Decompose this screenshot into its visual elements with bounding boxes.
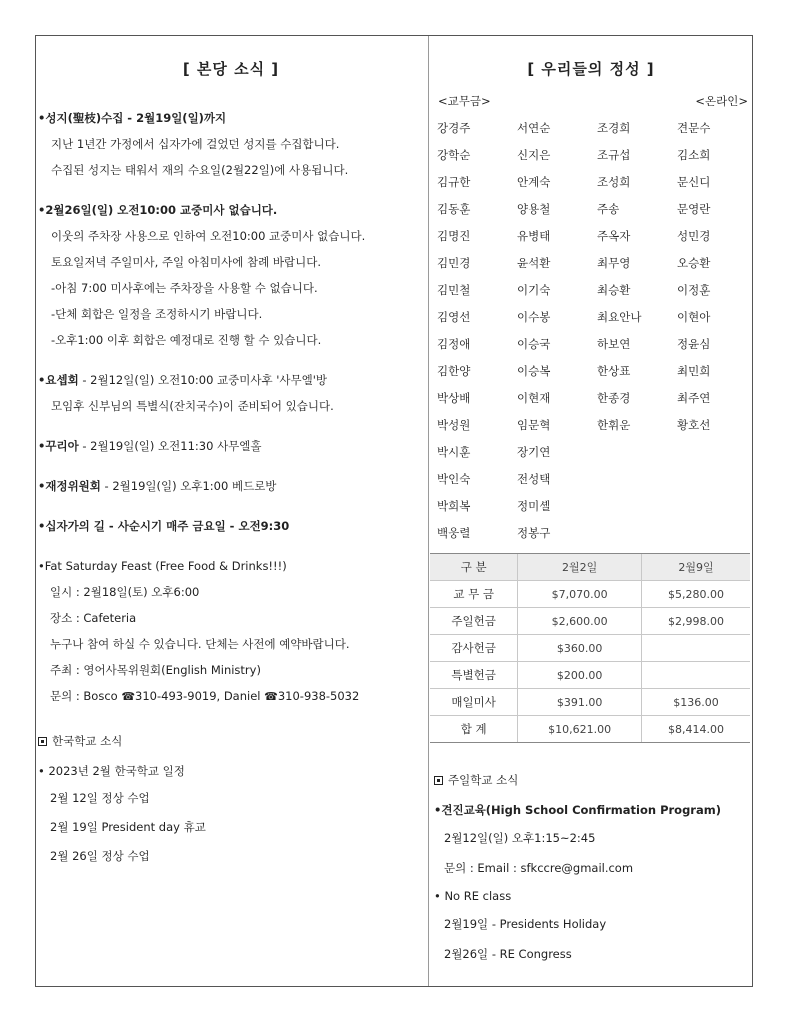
finance-amount: $7,070.00 [518, 581, 642, 608]
donor-labels [438, 93, 748, 109]
news-item-line: 이웃의 주차장 사용으로 인하여 오전10:00 교중미사 없습니다. [51, 229, 366, 243]
donor-name: 김동훈 [437, 202, 471, 216]
korean-school-section [38, 728, 424, 871]
donor-name: 박인숙 [437, 472, 471, 486]
donor-name: 한상표 [597, 364, 631, 378]
finance-table [430, 553, 750, 743]
finance-amount: $360.00 [518, 635, 642, 662]
donor-name: 박희복 [437, 499, 471, 513]
donor-name [597, 439, 677, 466]
donor-name: 양용철 [517, 202, 551, 216]
donor-name: 조경희 [597, 121, 631, 135]
sunday-school-line: 2월26일 - RE Congress [444, 947, 572, 961]
donor-name: 김민철 [437, 283, 471, 297]
news-item-heading: •2월26일(일) 오전10:00 교중미사 없습니다. [38, 203, 278, 217]
donor-name: 견문수 [677, 121, 711, 135]
news-item-line: -오후1:00 이후 회합은 예정대로 진행 할 수 있습니다. [51, 333, 322, 347]
donor-name: 박시훈 [437, 445, 471, 459]
news-item-line: 토요일저녁 주일미사, 주일 아침미사에 참례 바랍니다. [51, 255, 321, 269]
finance-label: 주일헌금 [430, 608, 518, 635]
news-item [38, 367, 424, 419]
finance-amount: $136.00 [641, 689, 750, 716]
offerings-column [432, 58, 750, 969]
donor-name: 전성택 [517, 472, 551, 486]
donor-name: 유병태 [517, 229, 551, 243]
news-item-heading: •꾸리아 - 2월19일(일) 오전11:30 사무엘홀 [38, 439, 262, 453]
donor-name: 최민희 [677, 364, 711, 378]
news-item [38, 513, 424, 539]
donor-name [677, 520, 753, 547]
feast-line: 주최 : 영어사목위원회(English Ministry) [50, 663, 261, 677]
news-item-heading: •성지(聖枝)수집 - 2월19일(일)까지 [38, 111, 227, 125]
donor-name: 하보연 [597, 337, 631, 351]
parish-news-title: [ 본당 소식 ] [182, 60, 280, 78]
sunday-school-line: 2월19일 - Presidents Holiday [444, 917, 607, 931]
sunday-school-title: 주일학교 소식 [434, 767, 750, 793]
donor-name: 이승복 [517, 364, 551, 378]
donor-name: 임문혁 [517, 418, 551, 432]
feast-heading: •Fat Saturday Feast (Free Food & Drinks!!!) [38, 559, 287, 573]
donor-name: 김정애 [437, 337, 471, 351]
donor-name: 이기숙 [517, 283, 551, 297]
news-item-line: 모임후 신부님의 특별식(잔치국수)이 준비되어 있습니다. [51, 399, 334, 413]
feast-line: 장소 : Cafeteria [50, 611, 137, 625]
korean-school-heading: • 2023년 2월 한국학교 일정 [38, 764, 185, 778]
finance-label: 감사헌금 [430, 635, 518, 662]
donor-name: 김명진 [437, 229, 471, 243]
schedule-line: 2월 19일 President day 휴교 [50, 820, 206, 834]
schedule-line: 2월 12일 정상 수업 [50, 791, 150, 805]
donor-name: 김소희 [677, 148, 711, 162]
finance-row [430, 608, 750, 635]
donor-name: 김한양 [437, 364, 471, 378]
donor-name: 장기연 [517, 445, 551, 459]
donor-name [677, 493, 753, 520]
news-item [38, 473, 424, 499]
donor-name: 오승환 [677, 256, 711, 270]
news-item-heading: •십자가의 길 - 사순시기 매주 금요일 - 오전9:30 [38, 519, 290, 533]
donor-name: 이현재 [517, 391, 551, 405]
news-item [38, 105, 424, 183]
finance-amount: $5,280.00 [641, 581, 750, 608]
finance-row [430, 716, 750, 743]
feast-section [38, 553, 424, 710]
donor-name: 윤석환 [517, 256, 551, 270]
donor-name: 백웅렬 [437, 526, 471, 540]
feast-contact: 문의 : Bosco ☎310-493-9019, Daniel ☎310-938-5032 [50, 689, 360, 703]
donor-name: 정윤심 [677, 337, 711, 351]
finance-row [430, 635, 750, 662]
donor-name [597, 493, 677, 520]
offerings-title: [ 우리들의 정성 ] [527, 60, 655, 78]
news-item-line: 지난 1년간 가정에서 십자가에 걸었던 성지를 수집합니다. [51, 137, 340, 151]
finance-row [430, 581, 750, 608]
donor-grid [432, 115, 750, 547]
donor-name: 정봉구 [517, 526, 551, 540]
donor-name: 이현아 [677, 310, 711, 324]
donor-name: 이승국 [517, 337, 551, 351]
sunday-school-line: 문의 : Email : sfkccre@gmail.com [444, 861, 634, 875]
news-item-line: -아침 7:00 미사후에는 주차장을 사용할 수 없습니다. [51, 281, 318, 295]
finance-amount: $200.00 [518, 662, 642, 689]
donor-name: 서연순 [517, 121, 551, 135]
finance-amount: $391.00 [518, 689, 642, 716]
donor-name: 한종경 [597, 391, 631, 405]
donor-name: 안계숙 [517, 175, 551, 189]
donor-name: 성민경 [677, 229, 711, 243]
news-item-heading: •재정위원회 - 2월19일(일) 오후1:00 베드로방 [38, 479, 277, 493]
news-item-heading: •요셉회 - 2월12일(일) 오전10:00 교중미사후 '사무엘'방 [38, 373, 328, 387]
column-divider [428, 36, 429, 986]
donor-name: 신지은 [517, 148, 551, 162]
donor-name: 주송 [597, 202, 620, 216]
news-item-line: 수집된 성지는 태워서 재의 수요일(2월22일)에 사용됩니다. [51, 163, 349, 177]
donor-name: 박성원 [437, 418, 471, 432]
donor-name: 최요안나 [597, 310, 642, 324]
finance-label: 교 무 금 [430, 581, 518, 608]
donor-name: 최무영 [597, 256, 631, 270]
donor-name: 정미셸 [517, 499, 551, 513]
feast-line: 누구나 참여 하실 수 있습니다. 단체는 사전에 예약바랍니다. [50, 637, 350, 651]
news-item [38, 197, 424, 353]
finance-label: 특별헌금 [430, 662, 518, 689]
label-online: <온라인> [695, 94, 748, 108]
phone-icon: ☎ [264, 690, 278, 703]
finance-amount: $10,621.00 [518, 716, 642, 743]
korean-school-title: 한국학교 소식 [38, 728, 424, 754]
finance-label: 합 계 [430, 716, 518, 743]
donor-name: 문신디 [677, 175, 711, 189]
finance-row [430, 662, 750, 689]
finance-amount: $2,998.00 [641, 608, 750, 635]
donor-name: 조성희 [597, 175, 631, 189]
sunday-school-line: 2월12일(일) 오후1:15~2:45 [444, 831, 596, 845]
donor-name: 김영선 [437, 310, 471, 324]
donor-name: 황호선 [677, 418, 711, 432]
donor-name: 이수봉 [517, 310, 551, 324]
news-item [38, 433, 424, 459]
finance-amount: $8,414.00 [641, 716, 750, 743]
finance-amount [641, 662, 750, 689]
donor-name: 박상배 [437, 391, 471, 405]
phone-icon: ☎ [121, 690, 136, 703]
donor-name: 김민경 [437, 256, 471, 270]
news-item-line: -단체 회합은 일정을 조정하시기 바랍니다. [51, 307, 263, 321]
finance-row [430, 689, 750, 716]
donor-name: 문영란 [677, 202, 711, 216]
donor-name: 김규한 [437, 175, 471, 189]
square-bullet-icon [38, 737, 47, 746]
finance-header: 2월2일 [518, 554, 642, 581]
finance-amount [641, 635, 750, 662]
donor-name [597, 466, 677, 493]
finance-label: 매일미사 [430, 689, 518, 716]
square-bullet-icon [434, 776, 443, 785]
parish-news-column [38, 58, 424, 885]
finance-header: 구 분 [430, 554, 518, 581]
finance-amount: $2,600.00 [518, 608, 642, 635]
donor-name: 이정훈 [677, 283, 711, 297]
sunday-school-heading: •견진교육(High School Confirmation Program) [434, 803, 721, 817]
donor-name: 강경주 [437, 121, 471, 135]
donor-name [597, 520, 677, 547]
sunday-school-heading: • No RE class [434, 889, 512, 903]
donor-name: 최주연 [677, 391, 711, 405]
schedule-line: 2월 26일 정상 수업 [50, 849, 150, 863]
donor-name: 조규섭 [597, 148, 631, 162]
parish-news-list [38, 105, 424, 539]
feast-line: 일시 : 2월18일(토) 오후6:00 [50, 585, 200, 599]
donor-name: 강학순 [437, 148, 471, 162]
donor-name [677, 439, 753, 466]
finance-header: 2월9일 [641, 554, 750, 581]
donor-name: 최승환 [597, 283, 631, 297]
donor-name [677, 466, 753, 493]
finance-header-row [430, 554, 750, 581]
sunday-school-section [434, 767, 750, 969]
donor-name: 주옥자 [597, 229, 631, 243]
label-tithe: <교무금> [438, 94, 491, 108]
donor-name: 한휘운 [597, 418, 631, 432]
